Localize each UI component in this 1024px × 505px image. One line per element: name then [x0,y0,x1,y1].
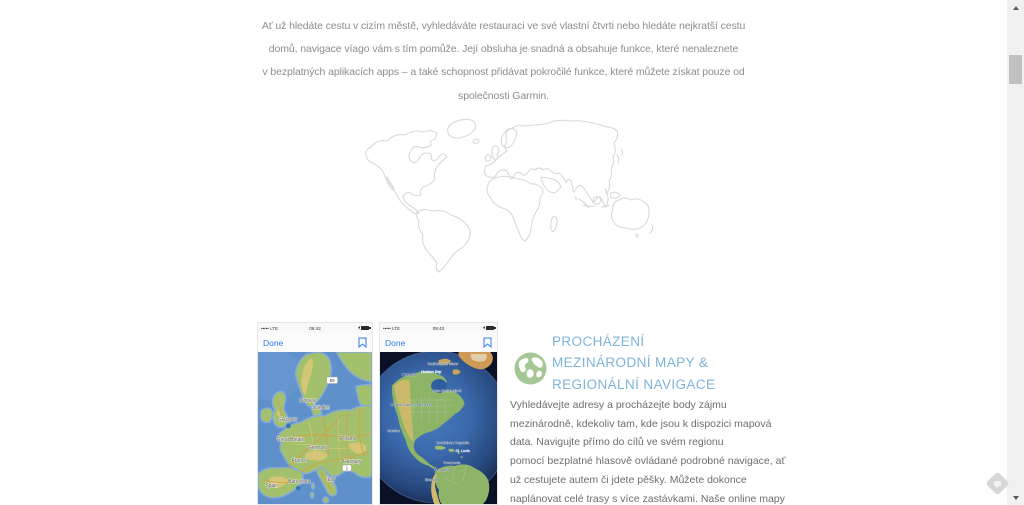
heading-line: PROCHÁZENÍ [552,334,645,349]
heading-line: REGIONÁLNÍ NAVIGACE [552,376,716,392]
map-label: Norway [299,398,317,405]
map-label: Venezuela [443,460,461,466]
map-label: United States of America [389,401,434,408]
map-label: Colombia [434,467,450,473]
phone-status-bar [258,323,372,333]
world-map-illustration [361,115,657,273]
map-label: Southampton Island [427,361,459,367]
europe-map-image [258,352,372,505]
body-line: pomocí bezplatné hlasově ovládané podrobné navigace, ať [510,455,786,468]
map-label: France [291,458,307,465]
map-label: Mexico [387,427,400,434]
map-label: Dominican Republic [436,440,470,446]
body-line: naplánovat celé trasy s více zastávkami. Naše online mapy [510,492,785,505]
scrollbar-down-arrow[interactable] [1007,490,1024,505]
map-label: Poland [339,436,356,443]
map-label: Glasgow [277,417,298,424]
intro-line: v bezplatných aplikacích apps – a také schopnost přidávat pokročilé funkce, které můžete získat pouze od [262,66,745,79]
section-heading [552,331,715,395]
map-label: Sweden [312,405,330,412]
done-button: Done [263,337,284,348]
body-line: Vyhledávejte adresy a procházejte body zájmu [510,399,727,411]
battery-icon [483,326,494,330]
scrollbar-thumb[interactable] [1009,55,1022,84]
map-label: Great Britain [276,437,305,444]
phone-screenshot-europe [257,322,373,505]
clock-text: 09:42 [432,325,445,331]
done-button: Done [385,337,406,348]
section-body [510,396,785,505]
heading-line: MEZINÁRODNÍ MAPY & [552,355,709,371]
body-line: už cestujete autem či jdete pěšky. Můžete dokonce [510,473,747,486]
speech-bubble-icon [994,481,1001,486]
body-line: mezinárodně, kdekoliv tam, kde jsou k dispozici mapová [510,417,772,430]
map-label: Cape Breton Island [432,388,462,394]
map-label: St. Lucia [455,448,470,454]
arrow-down-icon [1013,496,1019,500]
carrier-text: ••••• LTE [383,325,401,331]
map-label: Hungary [343,459,362,466]
globe-map-image [380,352,497,505]
map-label: Ecuador [425,477,440,483]
globe-icon [514,352,547,385]
intro-line: společnosti Garmin. [458,89,549,102]
intro-line: Ať už hledáte cestu v cizím městě, vyhledáváte restauraci ve své vlastní čtvrti nebo hledáte nejkratší cestu [261,20,746,32]
intro-line: domů, navigace víago vám s tím pomůže. Její obsluha je snadná a obsahuje funkce, které nenaleznete [268,43,739,56]
feedback-button[interactable] [985,471,1009,495]
battery-icon [358,326,369,330]
scrollbar-track[interactable] [1007,0,1024,505]
carrier-text: ••••• LTE [261,325,279,331]
body-line: data. Navigujte přímo do cílů ve svém regionu [510,436,724,449]
bookmark-icon [483,337,492,348]
arrow-up-icon [1013,6,1019,10]
phone-status-bar [380,323,497,333]
map-pin-glasgow [286,424,291,429]
map-label: Spain [265,483,279,490]
intro-paragraph [0,15,1007,108]
phone-screenshot-globe [379,322,498,505]
phone-nav-bar [258,333,372,352]
map-pin-barcelona [296,486,301,491]
route-shield-label: 1 [345,465,349,471]
scrollbar-up-arrow[interactable] [1007,0,1024,15]
map-label: Hudson Bay [420,369,442,375]
map-label: Germany [307,445,329,452]
route-shield-label: E6 [329,378,335,384]
bookmark-icon [358,337,367,348]
phone-nav-bar [380,333,497,352]
map-label: Italy [326,477,336,484]
map-label: Barcelona [288,479,311,486]
map-label: Canada [401,371,418,378]
clock-text: 09:42 [309,325,321,331]
